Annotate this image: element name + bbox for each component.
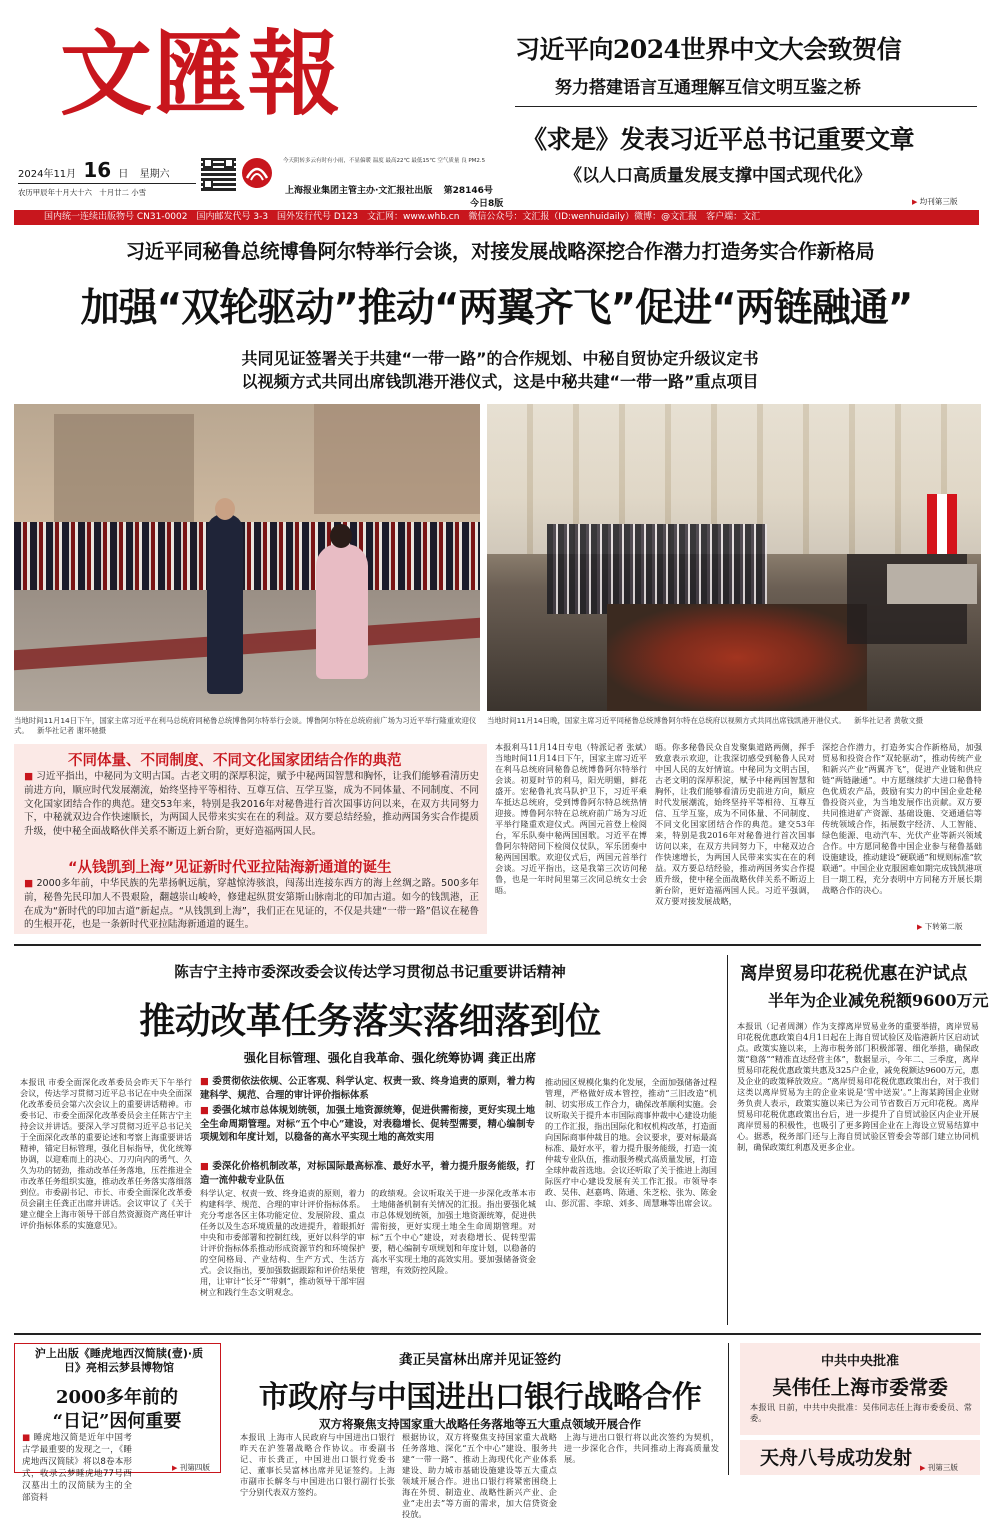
bank-title: 市政府与中国进出口银行战略合作 <box>258 1380 702 1415</box>
reform-col-left: 本报讯 市委全面深化改革委员会昨天下午举行会议，传达学习贯彻习近平总书记在中央全面深化改革委员会第六次会议上的重要讲话精神。市委书记、市委全面深化改革委员会主任陈吉宁主持会议并讲话。要深入学习贯彻习近平总书记关于全面深化改革的重要论述和考察上海重要讲话精神，锚定目标管理，强化目标指导，优化统筹协调，以迎难而上的决心、刀刃向内的勇气、久久为功的韧劲，推动改革任务落地，压茬推进全市改革任务组织实施，推动改革任务落实落细落到位。市委副书记、市长、市委全面深化改革委员会副主任龚正出席并讲话。会议审议了《关于建立健全上海市领导干部自然资源资产离任审计评价指标体系的实施意见》。 <box>20 1077 192 1230</box>
welcome-ceremony-photo <box>14 404 480 711</box>
newspaper-logo: 文匯報 <box>60 20 343 128</box>
museum-title-2: “日记”因何重要 <box>52 1411 182 1432</box>
publisher-name: 上海报业集团主管主办·文汇报社出版 <box>285 186 433 196</box>
issue-number: 第28146号 <box>443 186 493 196</box>
box2-title: “从钱凯到上海”见证新时代亚拉陆海新通道的诞生 <box>68 860 392 876</box>
info-bar <box>14 210 979 225</box>
bank-kicker: 龚正吴富林出席并见证签约 <box>399 1352 561 1368</box>
date-day: 16 <box>83 158 112 182</box>
museum-title-1: 2000多年前的 <box>55 1387 179 1408</box>
reform-title: 推动改革任务落实落细落到位 <box>139 1000 601 1042</box>
appoint-text: 本报讯 日前，中共中央批准：吴伟同志任上海市委委员、常委。 <box>750 1402 972 1423</box>
reform-kicker: 陈吉宁主持市委深改委会议传达学习贯彻总书记重要讲话精神 <box>174 965 566 981</box>
photo2-caption-text: 当地时间11月14日晚，国家主席习近平同秘鲁总统博鲁阿尔特在总统府以视频方式共同出席钱凯港开港仪式。 <box>487 716 846 725</box>
tax-title: 离岸贸易印花税优惠在沪试点 <box>740 964 968 984</box>
photo2-caption <box>487 716 981 738</box>
weather-note: 今天阴转多云有时有小雨，不显偏暖 温度 最高22℃ 最低15℃ 空气质量 良 PM2.5 <box>283 158 486 164</box>
qr-code-icon <box>201 156 236 191</box>
lead-col-3: 深挖合作潜力，打造务实合作新格局，加强贸易和投资合作“双轮驱动”，推动传统产业和新兴产业“两翼齐飞”，促进产业链和供应链“两链融通”。中方愿继续扩大进口秘鲁特色优质农产品，鼓励有实力的中国企业赴秘鲁投资兴业，为当地发展作出贡献。双方要共同推进矿产资源、基础设施、交通通信等传统领域合作，拓展数字经济、人工智能、绿色能源、电动汽车、光伏产业等新兴领域合作。中方愿同秘鲁中国企业参与秘鲁基础设施建设，推动建设“硬联通”和规则标准“软联通”。中国企业克服困难如期完成钱凯港项目一期工程，充分表明中方同秘方开展长期战略合作的决心。 <box>822 742 982 895</box>
bank-col-1: 本报讯 上海市人民政府与中国进出口银行昨天在沪签署战略合作协议。市委副书记、市长龚正，中国进出口银行党委书记、董事长吴富林出席并见证签约。上海市副市长解冬与中国进出口银行副行长张宁分别代表双方签约。 <box>240 1432 395 1497</box>
reform-bullet-3: ■ 委深化价格机制改革，对标国际最高标准、最好水平，着力提升服务能级，打造一流仲裁专业队伍 <box>200 1160 535 1187</box>
reform-col-mid-1: 科学认定、权责一致、终身追责的原则，着力构建科学、规范、合理的审计评价指标体系。充分考虑各区主体功能定位、发展阶段、重点任务以及生态环境质量的改进提升，着眼抓好中央和市委部署和控制红线，更好以科学的审计评价指标体系推动形成资源节约和环境保护的空间格局、产业结构、生产方式、生活方式。会议指出，要加强数据跟踪和评价结果使用，让审计“长牙”“带刺”，推动领导干部牢固树立和践行生态文明观念。 <box>200 1188 365 1297</box>
photo1-caption <box>14 716 480 738</box>
shenzhou-title: 天舟八号成功发射 <box>760 1447 913 1469</box>
box1-text: ■ 习近平指出，中秘同为文明古国。古老文明的深厚积淀，赋予中秘两国智慧和胸怀，让我们能够看清历史前进方向，顺应时代发展潮流，始终坚持平等相待、互尊互信、互学互鉴，成为不同体量、不同制度、不同文化国家团结合作的典范。建交53年来，特别是我2016年对秘鲁进行首次国事访问以来，在双方共同努力下，中秘就双边合作快速顺长，为两国人民带来实实在在的利益。双方要总结经验，推动两国务实合作提质升级，使中秘全面战略伙伴关系不断迈上新台阶，更好造福两国人民。 <box>24 770 479 854</box>
top-headline-2: 《求是》发表习近平总书记重要文章 <box>522 125 915 154</box>
lead-jump[interactable]: ▶ 下转第二版 <box>917 921 963 932</box>
lead-title: 加强“双轮驱动”推动“两翼齐飞”促进“两链融通” <box>80 286 913 331</box>
bank-deck: 双方将聚焦支持国家重大战略任务落地等五大重点领域开展合作 <box>319 1417 641 1431</box>
publisher-line <box>285 183 493 196</box>
publisher-emblem-icon <box>241 156 273 190</box>
top-headline-1-sub: 努力搭建语言互通理解互信文明互鉴之桥 <box>555 78 861 98</box>
lead-deck-1: 共同见证签署关于共建“一带一路”的合作规划、中秘自贸协定升级议定书 <box>241 349 759 368</box>
top-headline-1: 习近平向2024世界中文大会致贺信 <box>515 35 902 64</box>
reform-col-mid-2: 的政绩观。会议听取关于进一步深化改革本市土地储备机制有关情况的汇报。指出要强化城市总体规划统领，加强土地资源统筹，促进供需衔接，更好实现土地全生命周期管理。对标“五个中心”建设，对表稳增长、促转型需要，精心编制专项规划和年度计划，以稳备的高水平实现土地的高效实用。要加强储备资金管理，有效防控风险。 <box>371 1188 536 1275</box>
date-year-month: 2024年11月 <box>18 169 77 180</box>
port-ceremony-photo <box>487 404 981 711</box>
reform-bullet-1: ■ 委贯彻依法依规、公正客观、科学认定、权责一致、终身追责的原则，着力构建科学、规范、合理的审计评价指标体系 <box>200 1075 535 1102</box>
tax-subtitle: 半年为企业减免税额9600万元 <box>768 991 989 1010</box>
lead-col-2: 晤。你多秘鲁民众自发聚集道路两侧，挥手致意表示欢迎，让我深切感受到秘鲁人民对中国人民的友好情谊。中秘同为文明古国，古老文明的深厚积淀，赋予中秘两国智慧和胸怀，让我们能够看清历史前进方向，顺应时代发展潮流，始终坚持平等相待、互尊互信、互学互鉴，成为不同体量、不同制度、不同文化国家团结合作的典范。建交53年来，特别是我2016年对秘鲁进行首次国事访问以来，在双方共同努力下，中秘双边合作快速增长，为两国人民带来实实在在的利益。双方要总结经验，推动两国务实合作提质升级，使中秘全面战略伙伴关系不断迈上新台阶，更好造福两国人民。习近平强调，双方要对接发展战略， <box>655 742 815 906</box>
lunar-date: 农历甲辰年十月大十六 十月廿二 小雪 <box>18 188 146 197</box>
date-day-suffix: 日 <box>118 169 129 180</box>
photo1-caption-text: 当地时间11月14日下午，国家主席习近平在利马总统府同秘鲁总统博鲁阿尔特举行会谈。博鲁阿尔特在总统府前广场为习近平举行隆重欢迎仪式。 <box>14 716 477 735</box>
photo2-credit: 新华社记者 黄敬文摄 <box>854 716 924 725</box>
lead-deck-2: 以视频方式共同出席钱凯港开港仪式，这是中秘共建“一带一路”重点项目 <box>241 372 759 391</box>
museum-kicker: 沪上出版《睡虎地西汉简牍(壹)·质日》亮相云梦县博物馆 <box>34 1347 204 1374</box>
appoint-kicker: 中共中央批准 <box>820 1354 899 1369</box>
tax-text: 本报讯（记者周渊）作为支撑离岸贸易业务的重要举措，离岸贸易印花税优惠政策自4月1日起在上海自贸试验区及临港新片区启动试点。政策实施以来，上海市税务部门积极部署、细化举措，确保政策“稳落”“精准直达经营主体”，数据显示，今年二、三季度，离岸贸易印花税优惠政策共惠及325户企业，减免税额达9600万元，惠及企业的政策释放效应。“离岸贸易印花税优惠政策出台，对于我们这类以离岸贸易为主的企业来说是‘雪中送炭’。”上海某跨国企业财务负责人表示，政策实施以来已为公司节省数百万元印花税。离岸贸易印花税优惠政策出台后，进一步提升了自贸试验区内企业开展离岸贸易的积极性，也吸引了更多跨国企业在上海设立贸易结算中心。据悉，税务部门还与上海自贸试验区管委会等部门建立协同机制，确保政策红利惠及更多企业。 <box>737 1021 979 1152</box>
reform-bullet-2: ■ 委强化城市总体规划统领，加强土地资源统筹，促进供需衔接，更好实现土地全生命周期管理。对标“五个中心”建设，对表稳增长、促转型需要，精心编制专项规划和年度计划，以稳备的高水平实现土地的高效实用 <box>200 1104 535 1158</box>
lead-col-1: 本报利马11月14日专电（特派记者 张斌）当地时间11月14日下午，国家主席习近平在利马总统府同秘鲁总统博鲁阿尔特举行会谈。初夏时节的利马，阳光明媚，鲜花盛开。宏秘鲁礼宾马队护卫下，习近平乘车抵达总统府，受到博鲁阿尔特总统热情迎接。博鲁阿尔特在总统府前广场为习近平举行隆重欢迎仪式。两国元首登上检阅台，军乐队奏中秘两国国歌。习近平在博鲁阿尔特陪同下检阅仪仗队，军乐团奏中秘两国国歌。欢迎仪式后，两国元首举行会谈。习近平指出，这是我第三次访问秘鲁，也是一年时间里第三次同总统女士会晤。 <box>495 742 647 895</box>
reform-deck: 强化目标管理、强化自我革命、强化统筹协调 龚正出席 <box>243 1051 537 1065</box>
page-count: 今日8版 <box>470 199 504 209</box>
info-bar-text: 国内统一连续出版物号 CN31-0002 国内邮发代号 3-3 国外发行代号 D123 文汇网：www.whb.cn 微信公众号：文汇报（ID:wenhuidaily）微博：@文汇报 客户端：文汇 <box>44 212 761 222</box>
top-headline-2-sub: 《以人口高质量发展支撑中国式现代化》 <box>565 166 871 186</box>
top-jump[interactable]: ▶ 均刊第三版 <box>912 196 958 207</box>
reform-bullets <box>200 1075 535 1185</box>
museum-jump[interactable]: ▶ 刊第四版 <box>172 1462 210 1473</box>
bank-col-2: 根据协议，双方将聚焦支持国家重大战略任务落地、深化“五个中心”建设、服务共建“一带一路”、推动上海现代化产业体系建设、助力城市基础设施建设等五大重点领域开展合作。进出口银行将紧密围绕上海在外贸、制造业、战略性新兴产业、企业“走出去”等方面的需求，加大信贷资金投放。 <box>402 1432 557 1519</box>
box2-text: ■ 2000多年前，中华民族的先辈扬帆远航，穿越惊涛骇浪，闯荡出连接东西方的海上丝绸之路。500多年前，秘鲁先民印加人不畏艰险，翻越崇山峻岭，修建起纵贯安第斯山脉南北的印加古道。如今的钱凯港，正在成为“新时代的印加古道”新起点。“从钱凯到上海”，我们正在见证的，不仅是共建“一带一路”倡议在秘鲁的生根开花，也是一条新时代亚拉陆海新通道的诞生。 <box>24 877 479 933</box>
museum-text: ■ 睡虎地汉简是近年中国考古学最重要的发现之一，《睡虎地西汉简牍》将以8卷本形式，收录云梦睡虎地77号西汉墓出土的汉简牍为主的全部资料 <box>22 1432 132 1470</box>
reform-col-right: 推动园区规模化集约化发展，全面加强储备过程管理，严格做好成本管控，推动“三旧改造”机制、切实形成工作合力，确保改革顺利实施。会议听取关于提升本市国际商事仲裁中心建设功能的工作汇报，指出国际化和权机构改革，打造面向国际商事仲裁目的地。会议要求，要对标最高标准、最好水平，着力提升服务能级，打造一流仲裁专业队伍，推动服务模式高质量发展，打造全球仲裁首选地。会议还听取了关于推进上海国际医疗中心建设发展有关工作汇报。市领导李政、吴伟、赵嘉鸣、陈通、朱芝松、张为、陈金山、彭沉雷、李琼、刘多、周慧琳等出席会议。 <box>545 1077 717 1208</box>
lead-kicker: 习近平同秘鲁总统博鲁阿尔特举行会谈，对接发展战略深挖合作潜力打造务实合作新格局 <box>125 240 875 263</box>
date-line <box>18 158 203 180</box>
box1-title: 不同体量、不同制度、不同文化国家团结合作的典范 <box>68 753 402 769</box>
appoint-title: 吴伟任上海市委常委 <box>772 1376 948 1399</box>
weekday: 星期六 <box>139 169 170 180</box>
shenzhou-jump[interactable]: ▶ 刊第三版 <box>920 1462 958 1473</box>
bank-col-3: 上海与进出口银行将以此次签约为契机，进一步深化合作，共同推动上海高质量发展。 <box>564 1432 719 1464</box>
photo1-credit: 新华社记者 谢环驰摄 <box>37 726 107 735</box>
